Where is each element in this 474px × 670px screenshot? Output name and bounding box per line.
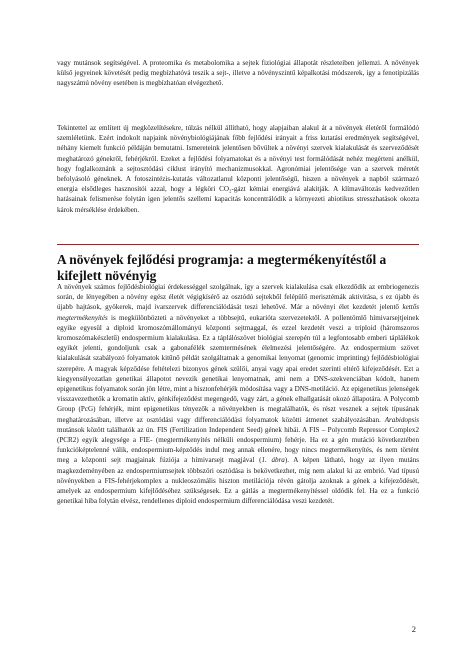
intro-paragraph-2: Tekintettel az említett új megközelítésekre, túlzás nélkül állítható, hogy alapjaiban alakul át a növények életéről formálódó szemléletünk. Ezért indokolt napjaink növénybiológiájának főbb fejlődési irányait a friss kutatási eredmények segítségével, néhány kiemelt funkció példáján bemutatni. Ismereteink jelentősen bővültek a növényi szervek kialakulását és szerveződését meghatározó génekről, fehérjékről. Ezeket a fejlődési folyamatokat és a növényi test formálódását nehéz megérteni anélkül, hogy foglalkoznánk a sejtosztódási ciklust irányító mechanizmusokkal. Agronómiai jelentősége van a szervek méretét befolyásoló géneknek. A fotoszintézis-kutatás változatlanul központi jelentőségű, hiszen a növények a napból származó energia elsődleges hasznosítói azzal, hogy a légköri CO₂-gázt kémiai energiává alakítják. A klímaváltozás kedvezőtlen hatásainak felismerése folytán igen jelentős szellemi kapacitás koncentrálódik a környezeti abiotikus stresszhatások okozta károk mérséklése érdekében.	[57, 124, 419, 214]
section-heading: A növények fejlődési programja: a megtermékenyítéstől a kifejlett növényig	[57, 252, 387, 283]
emphasis-double-fertilization: kettős megtermékenyítés	[57, 303, 419, 322]
emphasis-arabidopsis: Arabidopsis	[384, 415, 419, 424]
body-text-part-2: is megkülönbözteti a növényeket a többsejtű, eukarióta szervezetektől. A pollentömlő hímivarsejtjeinek egyike egyesül a diploid kromoszómállományú központi sejtmaggal, és ezzel kezdetét veszi a triploid (háromszoros kromoszómakészletű) endospermium kialakulása. Ez a táplálószövet biológiai szerepén túl a legfontosabb emberi táplálékok egyikét jelenti, gondoljunk csak a gabonafélék szemtermésének élelmezési jelentőségére. Az endospermium szövet kialakulását szabályozó folyamatok kitűnő példát szolgáltatnak a genomikai lenyomat (genomic imprinting) fejlődésbiológiai szerepére. A magyak képződése feltételezi bizonyos gének szülői, anyai vagy apai eredet szerinti eltérő kifejeződését. Ezt a kiegyensúlyozatlan genetikai állapotot nevezik genetikai lenyomatnak, ami nem a DNS-szekvenciában kódolt, hanem epigenetikus folyamatok során jön létre, mint a hisztonfehérjék módosítása vagy a DNS-metiláció. Az epigenetikus jelenségek visszavezethetők a kromatin aktív, génkifejeződést megengedő, vagy zárt, a gének elhallgatását okozó állapotára. A Polycomb Group (PcG) fehérjék, mint epigenetikus tényezők a növényekben is megtalálhatók, és részt vesznek a sejtek típusának meghatározásában, illetve az osztódási vagy differenciálódási folyamatok közötti átmenet szabályozásában.	[57, 313, 419, 424]
body-text-part-4: ). A képen látható, hogy az ilyen mutáns magkezdeményében az endospermiumsejtek többszöri osztódása is bekövetkezhet, míg nem alakul ki az embrió. Vad típusú növényekben a FIS-fehérjekomplex a nukleoszómális hiszton metilációja révén gátolja azoknak a gének a kifejeződését, amelyek az endospermium kifejlődéséhez szükségesek. Ez a gátlás a megtermékenyítéssel oldódik fel. Ha ez a funkció genetikai hiba folytán elvész, rendellenes diploid endospermium differenciálódása veszi kezdetét.	[57, 456, 419, 506]
section-body-paragraph	[57, 282, 419, 506]
page-number: 2	[411, 624, 416, 634]
body-text-part-3: mutánsok között találhatók az ún. FIS (Fertilization Independent Seed) gének hibái. A FIS – Polycomb Repressor Complex2 (PCR2) egyik alegysége a FIE- (megtermékenyítés nélküli endospermium) fehérje. Ha ez a gén mutáció következtében funkcióképtelenné válik, endospermium-képződés indul meg annak ellenére, hogy nincs megtermékenyítés, és nem történt meg a központi sejt magjainak fúziója a hímivarsejt magjával (	[57, 425, 419, 465]
intro-paragraph-1: vagy mutánsok segítségével. A proteomika és metabolomika a sejtek fiziológiai állapotát részleteiben jellemzi. A növények külső jegyeinek követését pedig megbízhatóvá teszik a sejt-, illetve a növényszintű képalkotási módszerek, így a fenotipizálás nagyszámú növény esetében is megbízhatóan elvégezhető.	[57, 59, 419, 88]
section-divider	[57, 244, 419, 245]
body-text-part-1: A növények számos fejlődésbiológiai érdekességgel szolgálnak, így a szervek kialakulása csak elkezdődik az embriogenezis során, de lényegében a növény egész életét végigkísérő az osztódó sejtekből felépülő merisztémák aktivitása, s ez újabb és újabb hajtások, gyökerek, majd ivarszervek differenciálódását teszi lehetővé. Már a növényi élet kezdetét jelentő	[57, 283, 419, 312]
figure-reference: 1. ábra	[261, 456, 285, 465]
